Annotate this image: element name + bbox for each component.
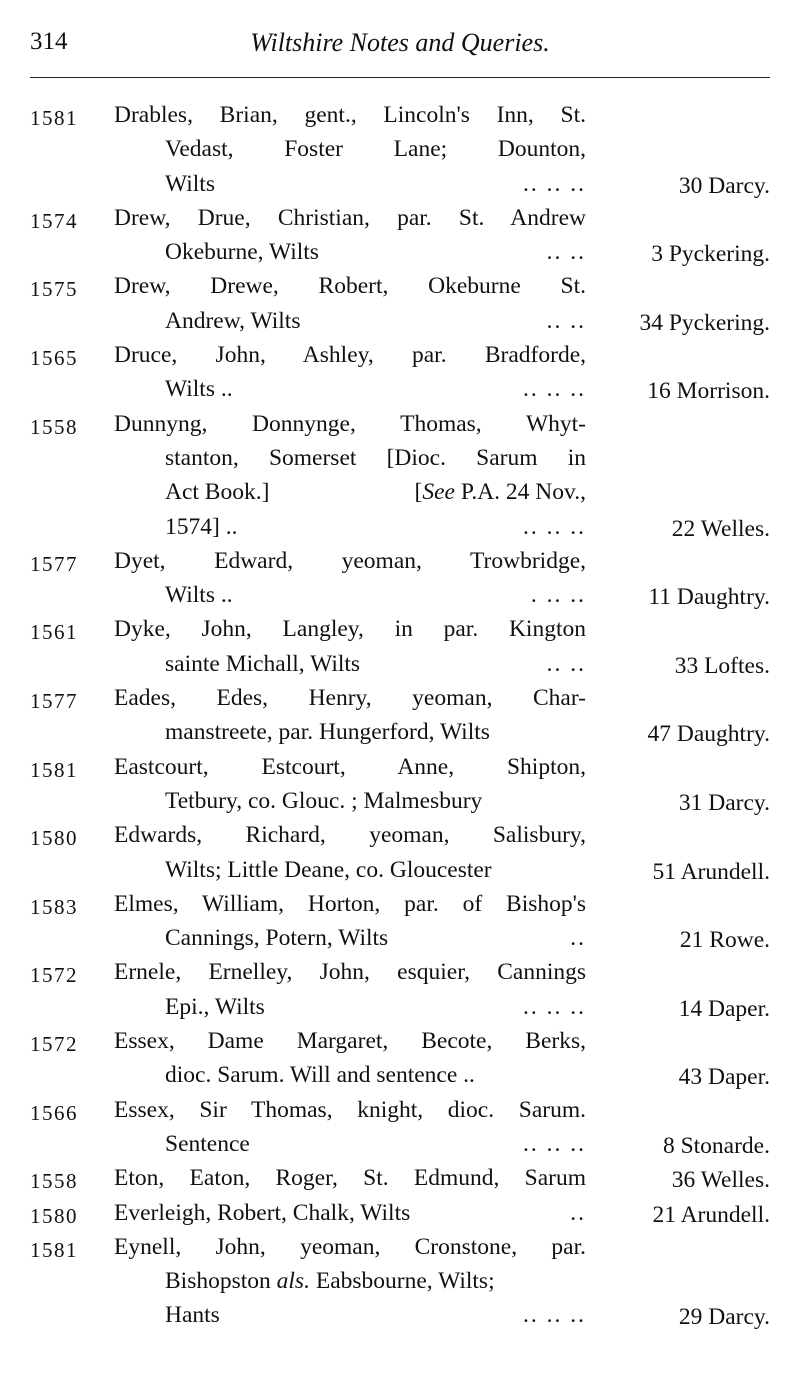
entry-text: Dyke, John, Langley, in par. Kington	[114, 616, 586, 643]
dot-leader: .. .. ..	[523, 170, 586, 197]
entry-text: Wilts	[165, 170, 215, 197]
entry-year: 1561	[30, 620, 78, 645]
entry-year: 1572	[30, 963, 78, 988]
entry-reference: 22 Welles.	[671, 515, 770, 542]
entry-text: Andrew, Wilts	[165, 307, 301, 334]
entry-reference: 30 Darcy.	[678, 172, 770, 199]
entry-text: Drew, Drue, Christian, par. St. Andrew	[114, 204, 586, 231]
entry-text: Drew, Drewe, Robert, Okeburne St.	[114, 273, 586, 300]
dot-leader: ..	[570, 925, 586, 952]
entry-text: Okeburne, Wilts	[165, 239, 319, 266]
entry-text: 1574] ..	[165, 513, 238, 540]
entry-text: Tetbury, co. Glouc. ; Malmesbury	[165, 787, 483, 814]
entry-text	[165, 479, 586, 506]
entry-text: Cannings, Potern, Wilts	[165, 925, 389, 952]
entry-year: 1558	[30, 414, 78, 439]
entry-text-part: [See P.A. 24 Nov.,	[414, 479, 586, 506]
entry-year: 1583	[30, 894, 78, 919]
entry-ernele	[0, 957, 800, 1026]
entry-year: 1572	[30, 1032, 78, 1057]
entry-eton	[0, 1163, 800, 1197]
entry-reference: 47 Daughtry.	[647, 721, 770, 748]
dot-leader: .. ..	[546, 650, 586, 677]
entry-year: 1558	[30, 1169, 78, 1194]
entry-dunnyng	[0, 409, 800, 546]
entry-text-part: Act Book.]	[165, 479, 270, 506]
entry-edwards	[0, 820, 800, 889]
entry-essex-margaret	[0, 1026, 800, 1095]
entry-text: Ernele, Ernelley, John, esquier, Cannings	[114, 959, 586, 986]
entry-reference: 51 Arundell.	[652, 858, 770, 885]
entry-eynell	[0, 1232, 800, 1335]
dot-leader: .. ..	[546, 239, 586, 266]
entry-essex-thomas	[0, 1095, 800, 1164]
entry-reference: 21 Rowe.	[679, 927, 770, 954]
entry-eastcourt	[0, 752, 800, 821]
als-abbreviation: als.	[276, 1268, 310, 1295]
entry-text: Eastcourt, Estcourt, Anne, Shipton,	[114, 753, 586, 780]
entry-reference: 8 Stonarde.	[662, 1132, 770, 1159]
entry-year: 1574	[30, 208, 78, 233]
entry-drew-robert	[0, 271, 800, 340]
entry-text: Vedast, Foster Lane; Dounton,	[165, 136, 586, 163]
entry-reference: 43 Daper.	[678, 1064, 770, 1091]
dot-leader: .. .. ..	[523, 1302, 586, 1329]
entry-reference: 21 Arundell.	[652, 1201, 770, 1228]
entry-drables	[0, 100, 800, 203]
see-reference: See	[422, 479, 455, 506]
dot-leader: . .. ..	[530, 582, 586, 609]
entry-reference: 3 Pyckering.	[651, 241, 770, 268]
entry-year: 1581	[30, 1237, 78, 1262]
entry-text: Elmes, William, Horton, par. of Bishop's	[114, 890, 586, 917]
entry-text: Edwards, Richard, yeoman, Salisbury,	[114, 822, 586, 849]
entry-reference: 31 Darcy.	[678, 789, 770, 816]
entry-reference: 29 Darcy.	[678, 1304, 770, 1331]
entry-year: 1580	[30, 1203, 78, 1228]
entry-year: 1581	[30, 106, 78, 130]
entry-reference: 34 Pyckering.	[639, 309, 770, 336]
entry-text: Essex, Dame Margaret, Becote, Berks,	[114, 1028, 586, 1055]
entry-text: Wilts ..	[165, 582, 233, 609]
dot-leader: .. .. ..	[523, 513, 586, 540]
entry-year: 1565	[30, 346, 78, 371]
entry-dyke	[0, 614, 800, 683]
entry-text: Eades, Edes, Henry, yeoman, Char-	[114, 685, 586, 712]
dot-leader: .. .. ..	[523, 993, 586, 1020]
entry-text: sainte Michall, Wilts	[165, 650, 361, 677]
header-rule	[30, 77, 770, 78]
entry-text: Bishopston als. Eabsbourne, Wilts;	[165, 1268, 495, 1295]
dot-leader: ..	[570, 1199, 586, 1226]
entry-text: Druce, John, Ashley, par. Bradforde,	[114, 342, 586, 369]
entry-dyet	[0, 546, 800, 615]
entry-reference: 36 Welles.	[671, 1167, 770, 1194]
entry-text: Sentence	[165, 1130, 250, 1157]
entry-text: stanton, Somerset [Dioc. Sarum in	[165, 444, 586, 471]
entry-text: Drables, Brian, gent., Lincoln's Inn, St.	[114, 102, 586, 128]
entry-list	[0, 100, 800, 1335]
entry-text: Essex, Sir Thomas, knight, dioc. Sarum.	[114, 1096, 586, 1123]
entry-year: 1581	[30, 757, 78, 782]
entry-druce	[0, 340, 800, 409]
entry-year: 1566	[30, 1100, 78, 1125]
entry-year: 1577	[30, 551, 78, 576]
page-header	[30, 24, 770, 64]
entry-year: 1577	[30, 689, 78, 714]
entry-year: 1575	[30, 277, 78, 302]
entry-text: Dunnyng, Donnynge, Thomas, Whyt-	[114, 410, 586, 437]
entry-text: Everleigh, Robert, Chalk, Wilts	[114, 1199, 411, 1226]
entry-text: Epi., Wilts	[165, 993, 265, 1020]
entry-reference: 11 Daughtry.	[648, 584, 770, 611]
dot-leader: .. .. ..	[523, 376, 586, 403]
entry-text: Dyet, Edward, yeoman, Trowbridge,	[114, 547, 586, 574]
entry-text: Eton, Eaton, Roger, St. Edmund, Sarum	[114, 1165, 586, 1192]
entry-text: Eynell, John, yeoman, Cronstone, par.	[114, 1233, 586, 1260]
entry-text: Hants	[165, 1302, 220, 1329]
running-title: Wiltshire Notes and Queries.	[250, 28, 550, 57]
entry-reference: 33 Loftes.	[674, 652, 770, 679]
entry-elmes	[0, 889, 800, 958]
entry-eades	[0, 683, 800, 752]
entry-reference: 14 Daper.	[678, 995, 770, 1022]
entry-drew-christian	[0, 203, 800, 272]
entry-year: 1580	[30, 826, 78, 851]
dot-leader: .. .. ..	[523, 1130, 586, 1157]
entry-text: manstreete, par. Hungerford, Wilts	[165, 719, 490, 746]
entry-text: Wilts; Little Deane, co. Gloucester	[165, 856, 492, 883]
dot-leader: .. ..	[546, 307, 586, 334]
entry-text: dioc. Sarum. Will and sentence ..	[165, 1062, 475, 1089]
page-number: 314	[30, 28, 68, 55]
entry-text: Wilts ..	[165, 376, 233, 403]
entry-everleigh	[0, 1198, 800, 1232]
entry-reference: 16 Morrison.	[647, 378, 770, 405]
